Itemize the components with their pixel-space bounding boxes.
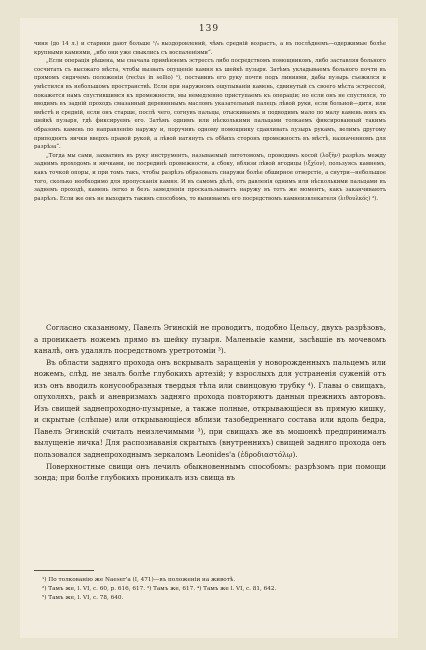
- body-paragraph: Согласно сказанному, Павелъ Эгинскій не проводитъ, подобно Цельсу, двухъ разрѣзовъ, а проникаетъ ножемъ прямо въ шейку пузыря. Маленькіе камни, засѣвшіе въ мочевомъ каналѣ, онъ удалялъ посредствомъ уретротоміи ³).: [34, 323, 386, 356]
- body-paragraph: Въ области задняго прохода онъ вскрывалъ заращенія у новорожденныхъ пальцемъ или ножемъ, слѣд. не зналъ болѣе глубокихъ артезій; у взрослыхъ для устраненія суженій отъ изъ онъ вводилъ конусообразныя твердыя тѣла или свинцовую трубку ⁴). Главы о свищахъ, опухоляхъ, ракѣ и аневризмахъ задняго прохода повторяютъ данныя прежнихъ авторовъ. Изъ свищей заднепроходно-пузырные, а также полные, открывающіеся въ прямую кишку, и скрытые (слѣпые) или открывающіеся вблизи тазобедреннаго состава или вдоль бедра, Павелъ Эгинскій считалъ неизлечимыми ³), при свищахъ же въ мошонкѣ предпринималъ вылущеніе яичка! Для распознаванія скрытыхъ (внутреннихъ) свищей задняго прохода онъ пользовался заднепроходнымъ зеркаломъ Leonides'а (ἐδροδιαστόλῳ).: [34, 357, 386, 460]
- footnote: ¹) По толкованію же Naeser'а (I, 471)—въ положеніи на животѣ.: [42, 577, 236, 583]
- book-page: [20, 18, 398, 638]
- footnotes: [34, 576, 386, 603]
- footnote: ⁵) Тамъ же, l. VI, c. 78, 640.: [42, 595, 124, 601]
- quote-paragraph: „Тогда мы сами, захвативъ въ руку инструментъ, называемый литотомомъ, проводимъ косой (λοξὴν) разрѣзъ между заднимъ проходомъ и яичками, не посрединѣ промежности, а сбоку, вблизи лѣвой ягодицы (ιξχίον), пользуясь камнемъ, какъ точкой опоры, и при томъ такъ, чтобы разрѣзъ образовалъ снаружи болѣе обширное отверстіе, а снутри—небольшое того, сколько необходимо для пропусканія камня. И въ самомъ дѣлѣ, отъ давленія однимъ или нѣсколькими пальцами въ заднемъ проходѣ, камень легко и безъ замедленія проскальзываетъ наружу въ тотъ же моментъ, какъ заканчиваютъ разрѣзъ. Если же онъ не выходитъ такимъ способомъ, то вынимаемъ его посредствомъ камнеизвлекателя (λιθουλκός) ²).: [34, 152, 386, 202]
- quoted-passage: [34, 40, 386, 203]
- footnote-divider: [34, 570, 94, 571]
- quote-paragraph: чиня (до 14 л.) и старики дают больше ¹/₃ выздоровлений, чѣмъ средній возрастъ, а въ послѣднемъ—одержимые болѣе крупными камнями, „ибо они уже свыклись съ воспаленіями“.: [34, 41, 386, 56]
- quote-paragraph: „Если операція рѣшена, мы сначала примѣняемъ эстрессъ либо посредствомъ помощниковъ, либо заставляя больного сосчитать съ высокаго мѣста, чтобы вызвать опущеніе камня къ шейкѣ пузыря. Затѣмъ укладываемъ больного почти въ прямомъ сидячемъ положеніи (rectus in sellio) ¹), поставивъ его руку почти подъ линиями, дабы пузырь съежился и умѣстился въ небольшомъ пространствѣ. Если при наружномъ ощупываніи камень, сдвинутый съ своего мѣста эстрессой, покажется намъ спустившимся къ промежности, мы немедленно приступаемъ къ операціи; но если онъ не спустился, то вводимъ въ задній проходъ смазанный деревяннымъ масломъ указательный палецъ лѣвой руки, если больной—дитя, или вмѣстѣ и средній, если онъ старше, послѣ чего, согнувъ пальцы, отыскиваемъ и подводимъ мало по малу камень вонъ къ шейкѣ пузыря, гдѣ фиксируемъ его. Затѣмъ однимъ или нѣсколькими пальцами толкаемъ фиксированный такимъ образомъ камень по направленію наружу и, поручивъ одному помощнику сдавливать пузырь рукамъ, велимъ другому приподнять яички вверхъ правой рукой, а лѣвой натянуть съ обѣихъ сторонъ промежность въ мѣстѣ, назначенномъ для разрѣза“.: [34, 58, 386, 151]
- footnote: ²) Тамъ же, l. VI, c. 60, p. 616, 617. ³) Тамъ же, 617. ⁴) Тамъ же l. VI, c. 81, 642.: [42, 586, 277, 592]
- body-paragraph: Поверхностные свищи онъ лечилъ обыкновеннымъ способомъ: разрѣзомъ при помощи зонда; при болѣе глубокихъ проникалъ изъ свища въ: [34, 461, 386, 483]
- page-number: 139: [198, 24, 220, 34]
- main-text: [34, 322, 386, 484]
